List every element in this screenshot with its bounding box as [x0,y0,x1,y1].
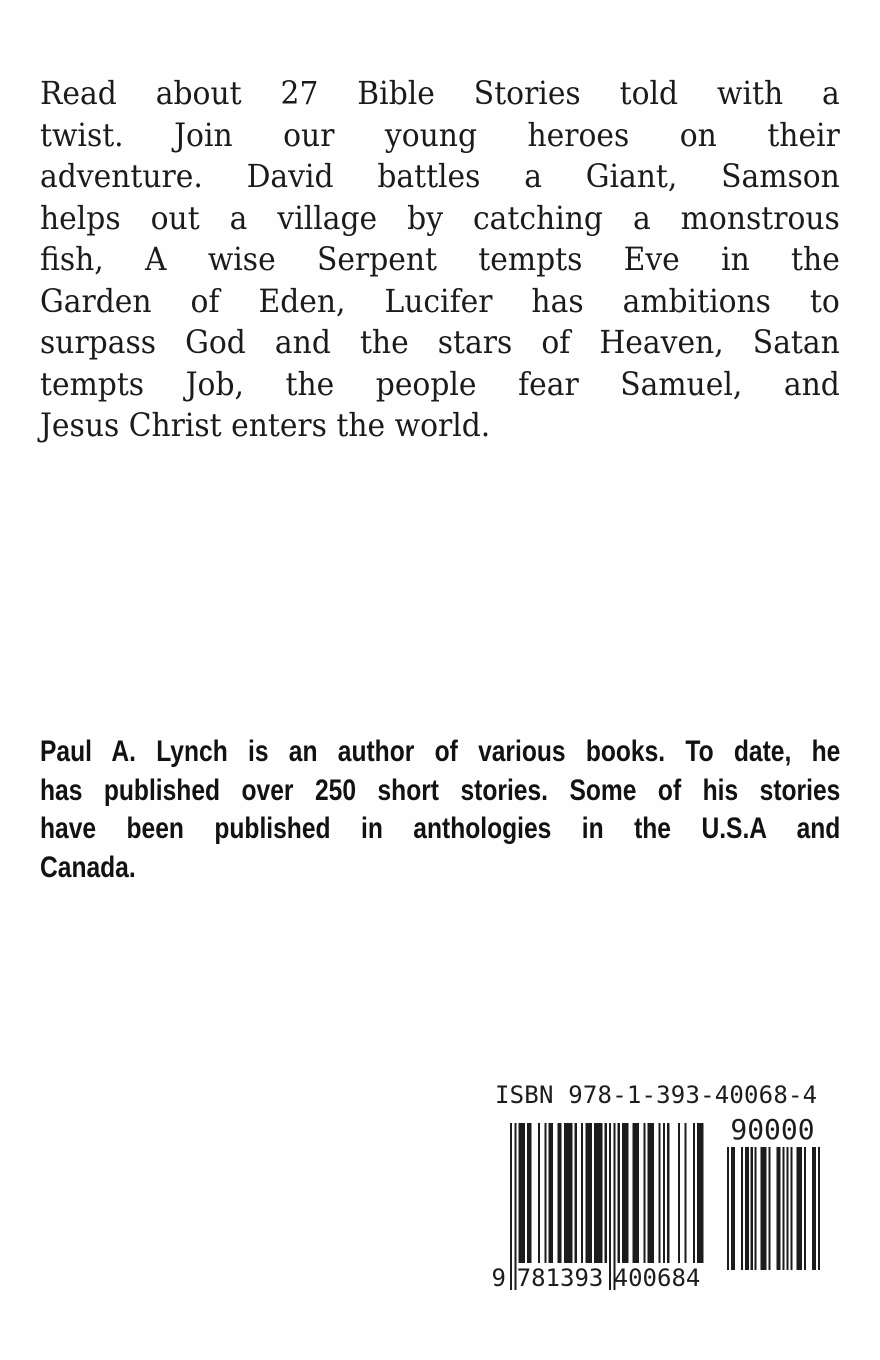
synopsis-line: adventure. David battles a Giant, Samson [40,157,840,195]
synopsis-line: Garden of Eden, Lucifer has ambitions to [40,281,840,320]
synopsis-line: tempts Job, the people fear Samuel, and [40,364,840,403]
barcode-supplement-label: 90000 [730,1113,815,1146]
author-bio-line: has published over 250 short stories. Some of his stories [40,773,841,807]
synopsis-line: Read about 27 Bible Stories told with a [40,74,840,112]
author-bio-line: have been published in anthologies in the U.S.A and [40,812,841,845]
synopsis-line: helps out a village by catching a monstrous [40,198,840,237]
synopsis-line: twist. Join our young heroes on their [40,115,840,154]
barcode-digits-left: 781393 [516,1264,604,1292]
synopsis-paragraph [40,73,840,447]
barcode-digits-right: 400684 [613,1264,701,1292]
author-bio-line: Canada. [40,850,136,884]
ean5-supplement-barcode [725,1147,820,1270]
barcode-digit-first: 9 [491,1264,506,1292]
synopsis-line: surpass God and the stars of Heaven, Satan [40,323,840,361]
synopsis-line: fish, A wise Serpent tempts Eve in the [40,240,840,278]
author-bio-line: Paul A. Lynch is an author of various books. To date, he [40,735,841,768]
synopsis-line: Jesus Christ enters the world. [40,406,491,444]
isbn-label: ISBN 978-1-393-40068-4 [495,1081,818,1109]
author-bio-paragraph [40,733,840,887]
